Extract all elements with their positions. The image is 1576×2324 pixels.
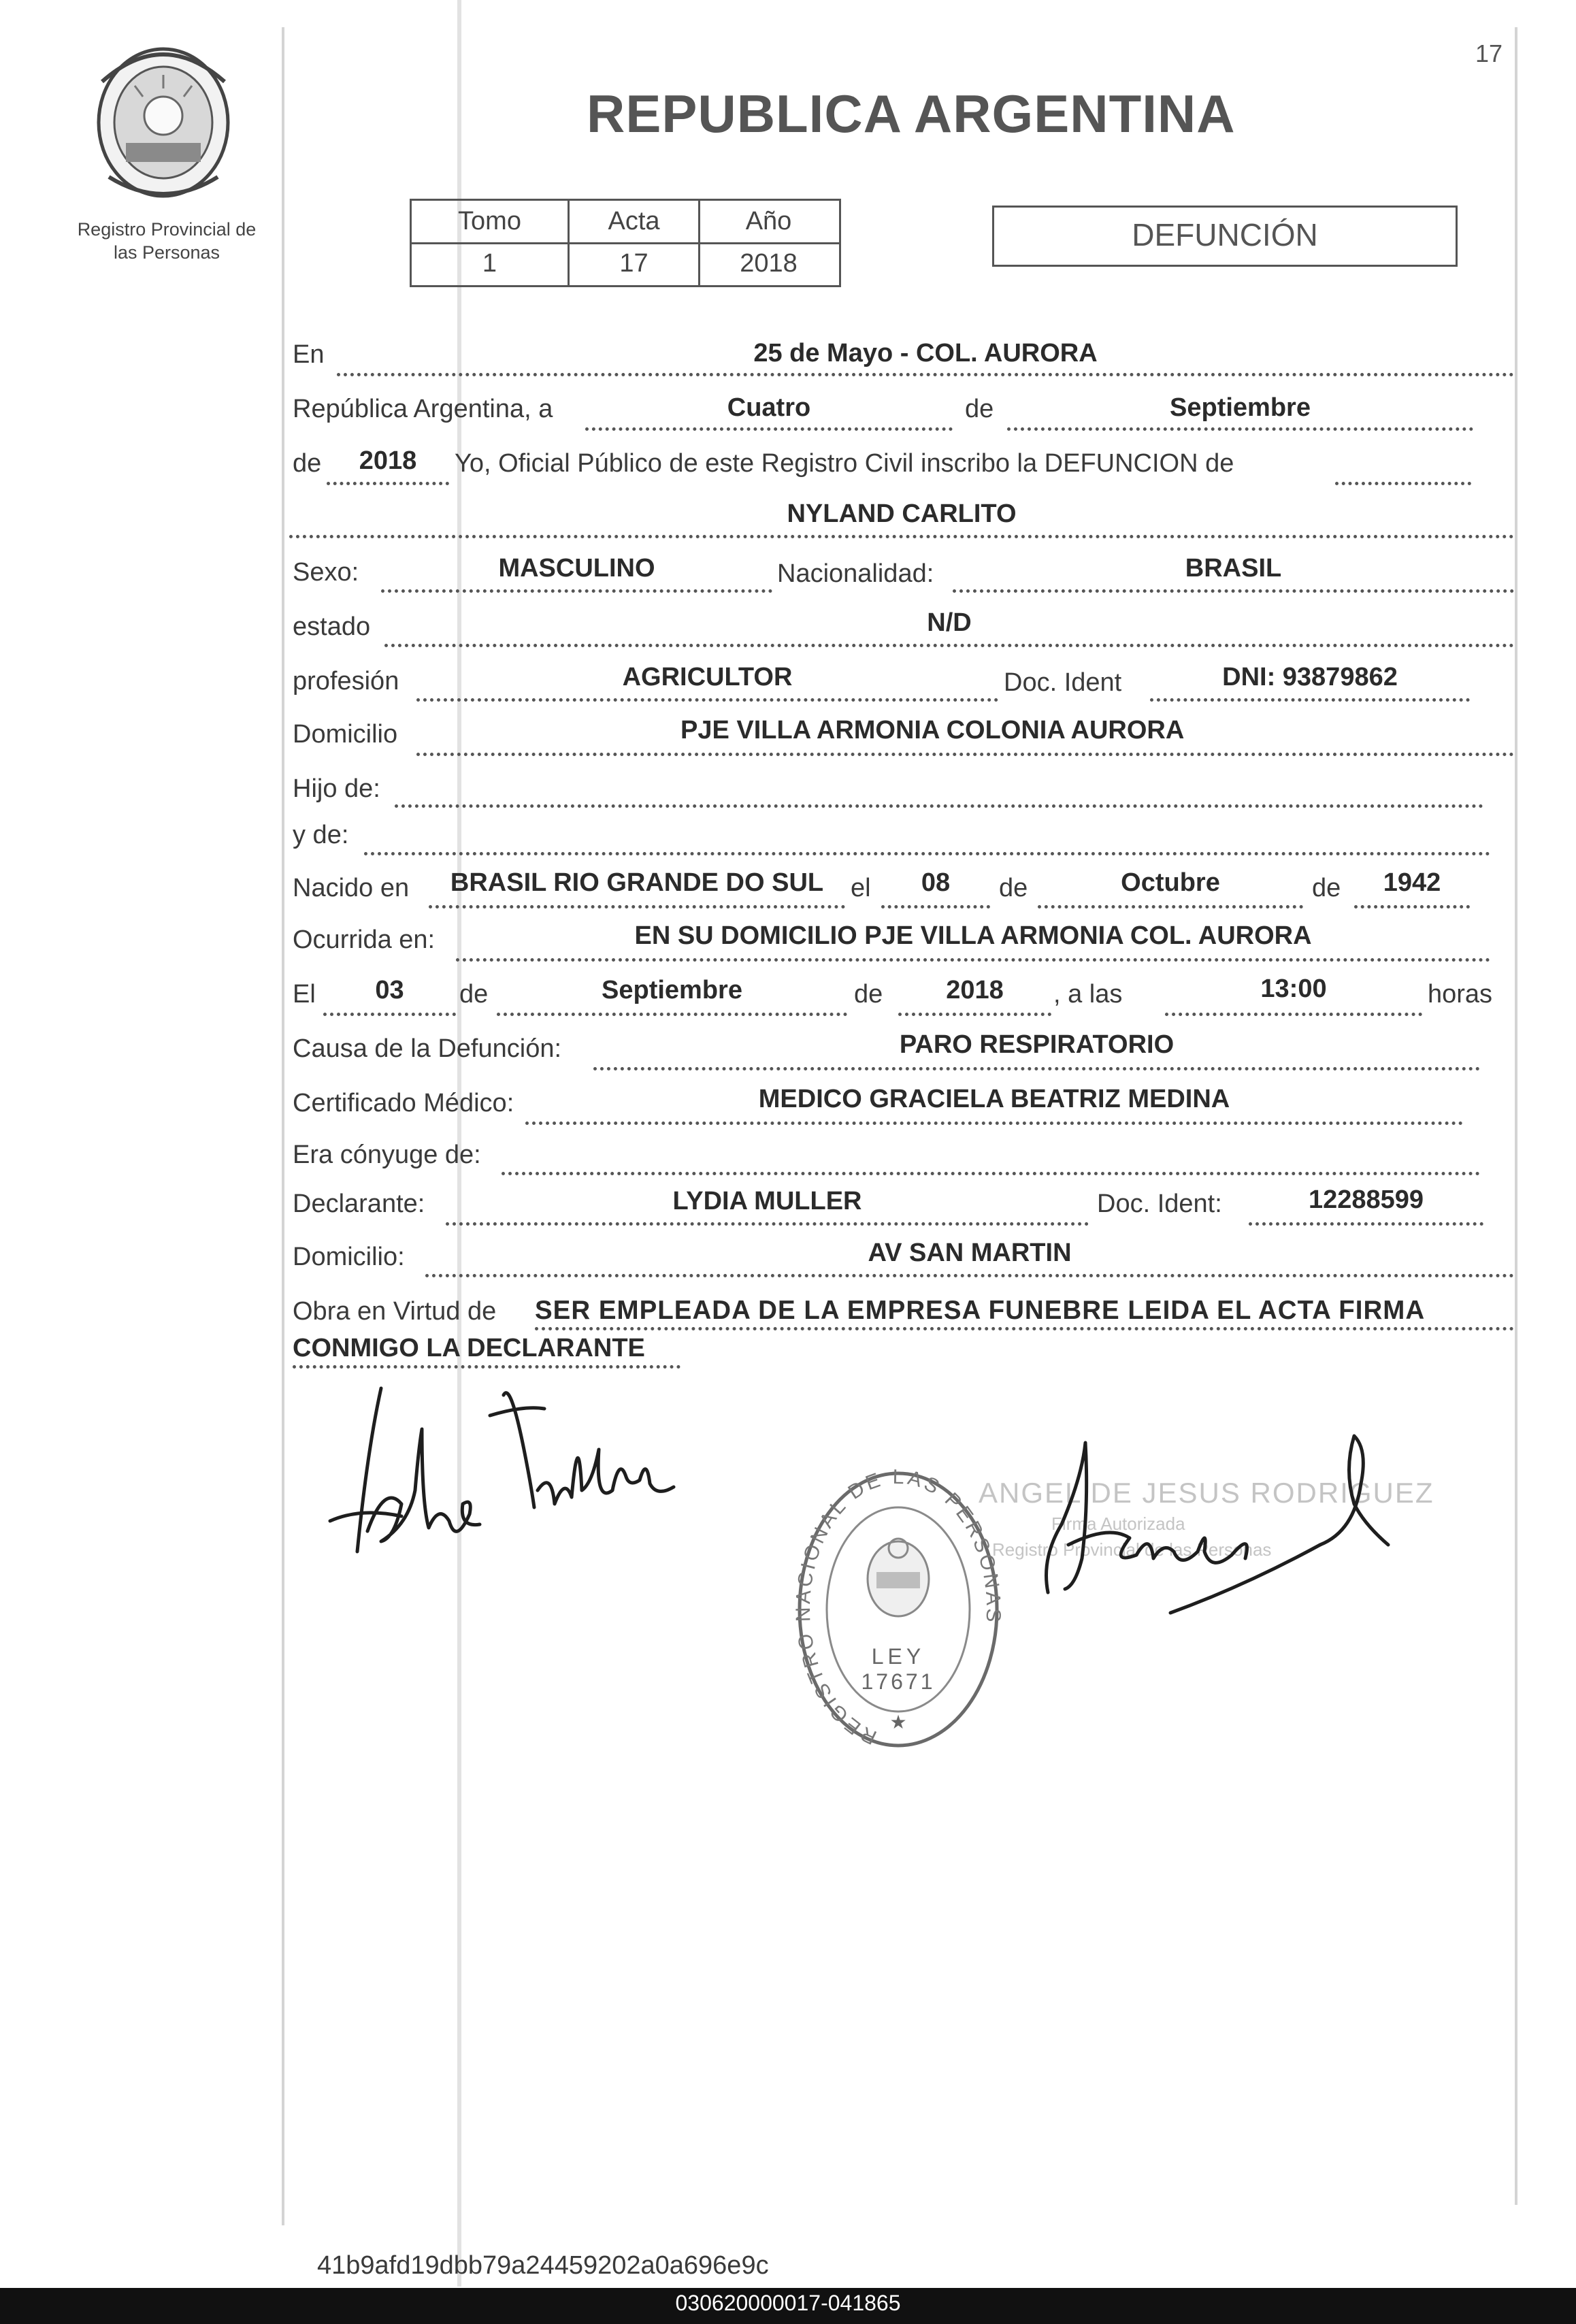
registry-stamp [791, 1465, 1005, 1749]
label-de-6: de [854, 980, 883, 1009]
province-seal [88, 41, 238, 204]
label-doc-ident-2: Doc. Ident: [1097, 1190, 1222, 1218]
line-nacido-dia [881, 905, 990, 909]
label-nacido-en: Nacido en [293, 874, 410, 902]
label-a-las: , a las [1053, 980, 1123, 1009]
stamp-ring-text: REGISTRO NACIONAL DE LAS PERSONAS [791, 1465, 1005, 1749]
line-nacido-lugar [429, 905, 845, 909]
label-el: El [293, 980, 316, 1009]
value-dni: DNI: 93879862 [1222, 663, 1398, 691]
label-certificado: Certificado Médico: [293, 1089, 514, 1117]
value-lugar: 25 de Mayo - COL. AURORA [753, 339, 1098, 367]
label-estado: estado [293, 612, 371, 641]
line-conyuge [502, 1172, 1480, 1175]
header-acta: Acta [608, 207, 660, 235]
line-en [337, 373, 1514, 376]
value-nacido-lugar: BRASIL RIO GRANDE DO SUL [450, 868, 824, 897]
line-def-hora [1165, 1013, 1422, 1016]
value-sexo: MASCULINO [498, 554, 655, 583]
line-profesion [416, 698, 998, 702]
line-dia [585, 427, 953, 431]
value-anio-registro: 2018 [359, 446, 417, 475]
label-domicilio-2: Domicilio: [293, 1243, 405, 1271]
record-table-hline [410, 242, 839, 244]
label-hijo-de: Hijo de: [293, 774, 380, 803]
line-def-dia [323, 1013, 456, 1016]
value-nacido-mes: Octubre [1121, 868, 1220, 897]
label-y-de: y de: [293, 821, 349, 849]
page-title: REPUBLICA ARGENTINA [587, 84, 1236, 144]
value-acta: 17 [619, 249, 649, 278]
label-sexo: Sexo: [293, 558, 359, 587]
label-el-lower: el [851, 874, 871, 902]
official-stamp-name: ANGEL DE JESUS RODRIGUEZ [979, 1477, 1434, 1509]
value-dia-texto: Cuatro [727, 393, 811, 422]
line-declarante-doc [1249, 1222, 1483, 1226]
line-declarante [446, 1222, 1089, 1226]
official-signature [1034, 1422, 1402, 1626]
label-obra: Obra en Virtud de [293, 1297, 497, 1326]
line-def-anio [898, 1013, 1051, 1016]
label-profesion: profesión [293, 667, 399, 695]
line-sexo [381, 589, 772, 593]
label-ocurrida-en: Ocurrida en: [293, 926, 436, 954]
value-nombre: NYLAND CARLITO [787, 500, 1017, 528]
value-nacionalidad: BRASIL [1185, 554, 1282, 583]
line-anio [327, 482, 449, 485]
line-def-mes [497, 1013, 847, 1016]
declarant-signature [320, 1368, 701, 1572]
value-domicilio: PJE VILLA ARMONIA COLONIA AURORA [680, 716, 1185, 744]
line-yo-tail [1335, 482, 1471, 485]
line-nacionalidad [953, 589, 1514, 593]
label-de-5: de [459, 980, 489, 1009]
value-def-mes: Septiembre [602, 976, 742, 1004]
value-tomo: 1 [482, 249, 497, 278]
official-stamp-office: Registro Provincial de las Personas [992, 1539, 1272, 1560]
line-hijo-de [395, 804, 1483, 808]
label-de-4: de [1312, 874, 1341, 902]
label-conyuge: Era cónyuge de: [293, 1141, 481, 1169]
label-horas: horas [1428, 980, 1493, 1009]
doc-type: DEFUNCIÓN [1132, 217, 1318, 252]
line-mes [1007, 427, 1473, 431]
label-republica: República Argentina, a [293, 395, 553, 423]
line-ocurrida [456, 958, 1490, 962]
value-nacido-dia: 08 [921, 868, 951, 897]
value-ocurrida: EN SU DOMICILIO PJE VILLA ARMONIA COL. AURORA [634, 921, 1312, 950]
document-hash: 41b9afd19dbb79a24459202a0a696e9c [317, 2251, 769, 2280]
line-certificado [525, 1122, 1463, 1125]
value-obra-line1: SER EMPLEADA DE LA EMPRESA FUNEBRE LEIDA EL ACTA FIRMA [535, 1296, 1426, 1325]
label-causa: Causa de la Defunción: [293, 1034, 562, 1063]
line-estado [384, 644, 1514, 647]
value-declarante-doc: 12288599 [1308, 1185, 1424, 1214]
line-nombre [289, 535, 1514, 538]
value-certificado: MEDICO GRACIELA BEATRIZ MEDINA [758, 1085, 1230, 1113]
value-estado: N/D [927, 608, 972, 637]
line-dni [1150, 698, 1470, 702]
value-declarante: LYDIA MULLER [672, 1187, 862, 1215]
right-margin-line [1515, 27, 1517, 2205]
label-domicilio: Domicilio [293, 720, 398, 749]
value-mes-registro: Septiembre [1170, 393, 1311, 422]
svg-text:★: ★ [889, 1711, 907, 1733]
line-nacido-mes [1038, 905, 1303, 909]
value-declarante-domicilio: AV SAN MARTIN [868, 1239, 1072, 1267]
label-yo: Yo, Oficial Público de este Registro Civil inscribo la DEFUNCION de [455, 449, 1234, 478]
label-en: En [293, 340, 325, 369]
org-name-line1: Registro Provincial de [77, 219, 257, 240]
stamp-center-line1: LEY [871, 1644, 925, 1669]
value-causa: PARO RESPIRATORIO [899, 1030, 1175, 1059]
header-tomo: Tomo [458, 207, 521, 235]
label-de-2: de [293, 449, 322, 478]
official-stamp-title: Firma Autorizada [1051, 1513, 1185, 1534]
value-anio: 2018 [740, 249, 798, 278]
org-name-line2: las Personas [113, 242, 220, 263]
footer-code: 030620000017-041865 [675, 2291, 901, 2315]
label-doc-ident: Doc. Ident [1004, 668, 1122, 697]
line-domicilio-2 [425, 1274, 1514, 1277]
line-y-de [364, 852, 1490, 855]
value-obra-line2: CONMIGO LA DECLARANTE [293, 1334, 645, 1362]
stamp-center-line2: 17671 [861, 1669, 936, 1694]
label-de-1: de [965, 395, 994, 423]
line-domicilio [416, 753, 1514, 756]
value-def-anio: 2018 [946, 976, 1004, 1004]
header-anio: Año [745, 207, 792, 235]
label-nacionalidad: Nacionalidad: [777, 559, 934, 588]
line-causa [593, 1067, 1480, 1070]
value-def-dia: 03 [375, 976, 404, 1004]
label-de-3: de [999, 874, 1028, 902]
label-declarante: Declarante: [293, 1190, 425, 1218]
line-obra-1 [535, 1327, 1514, 1330]
value-def-hora: 13:00 [1260, 975, 1327, 1003]
value-profesion: AGRICULTOR [622, 663, 793, 691]
value-nacido-anio: 1942 [1383, 868, 1441, 897]
line-nacido-anio [1354, 905, 1470, 909]
left-margin-line [282, 27, 284, 2225]
page-number: 17 [1475, 39, 1503, 67]
